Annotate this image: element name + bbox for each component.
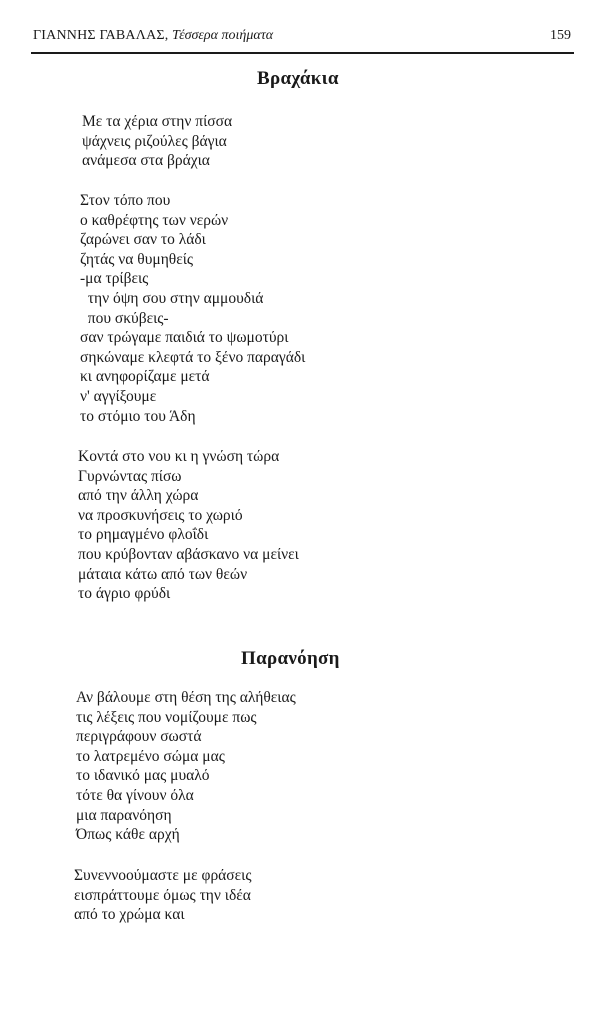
verse-line: μάταια κάτω από των θεών — [78, 565, 248, 583]
verse-line: περιγράφουν σωστά — [76, 728, 202, 746]
verse-line: το ρημαγμένο φλοΐδι — [78, 526, 209, 544]
stanza — [74, 866, 251, 925]
verse-line: Στον τόπο που — [80, 192, 171, 209]
verse-line: ανάμεσα στα βράχια — [82, 152, 210, 170]
verse-line: -μα τρίβεις — [80, 270, 149, 288]
verse-line: Συνεννοούμαστε με φράσεις — [74, 867, 252, 884]
verse-line: που κρύβονταν αβάσκανο να μείνει — [78, 545, 299, 563]
stanza — [76, 688, 296, 845]
verse-line: από το χρώμα και — [74, 906, 185, 924]
stanza — [78, 447, 299, 604]
verse-line: το στόμιο του Άδη — [80, 407, 196, 425]
verse-line: τότε θα γίνουν όλα — [76, 786, 194, 804]
verse-line: Αν βάλουμε στη θέση της αλήθειας — [76, 689, 296, 706]
header-rule — [31, 52, 574, 54]
verse-line: Γυρνώντας πίσω — [78, 467, 182, 485]
verse-line: κι ανηφορίζαμε μετά — [80, 368, 210, 386]
verse-line: το άγριο φρύδι — [78, 585, 171, 603]
stanza — [80, 191, 305, 426]
verse-line: την όψη σου στην αμμουδιά — [80, 289, 264, 307]
verse-line: ζαρώνει σαν το λάδι — [80, 231, 206, 249]
verse-line: ο καθρέφτης των νερών — [80, 211, 229, 229]
verse-line: Με τα χέρια στην πίσσα — [82, 113, 233, 130]
verse-line: από την άλλη χώρα — [78, 487, 199, 505]
verse-line: σηκώναμε κλεφτά το ξένο παραγάδι — [80, 348, 306, 366]
stanza — [82, 112, 232, 171]
verse-line: εισπράττουμε όμως την ιδέα — [74, 886, 251, 904]
verse-line: το λατρεμένο σώμα μας — [76, 747, 225, 765]
verse-line: Κοντά στο νου κι η γνώση τώρα — [78, 448, 280, 465]
verse-line: τις λέξεις που νομίζουμε πως — [76, 708, 257, 726]
page-number: 159 — [550, 28, 571, 43]
verse-line: Όπως κάθε αρχή — [76, 826, 180, 844]
verse-line: μια παρανόηση — [76, 806, 172, 824]
running-header — [33, 28, 573, 50]
verse-line: που σκύβεις- — [80, 309, 169, 327]
header-author: ΓΙΑΝΝΗΣ ΓΑΒΑΛΑΣ, — [33, 28, 169, 43]
verse-line: το ιδανικό μας μυαλό — [76, 767, 210, 785]
verse-line: ζητάς να θυμηθείς — [80, 250, 194, 268]
verse-line: ν' αγγίξουμε — [80, 387, 157, 405]
poem-title: Παρανόηση — [241, 648, 340, 669]
verse-line: σαν τρώγαμε παιδιά το ψωμοτύρι — [80, 329, 289, 347]
verse-line: ψάχνεις ριζούλες βάγια — [82, 132, 227, 150]
verse-line: να προσκυνήσεις το χωριό — [78, 506, 243, 524]
poem-title: Βραχάκια — [257, 68, 339, 89]
header-book-title: Τέσσερα ποιήματα — [171, 28, 274, 43]
